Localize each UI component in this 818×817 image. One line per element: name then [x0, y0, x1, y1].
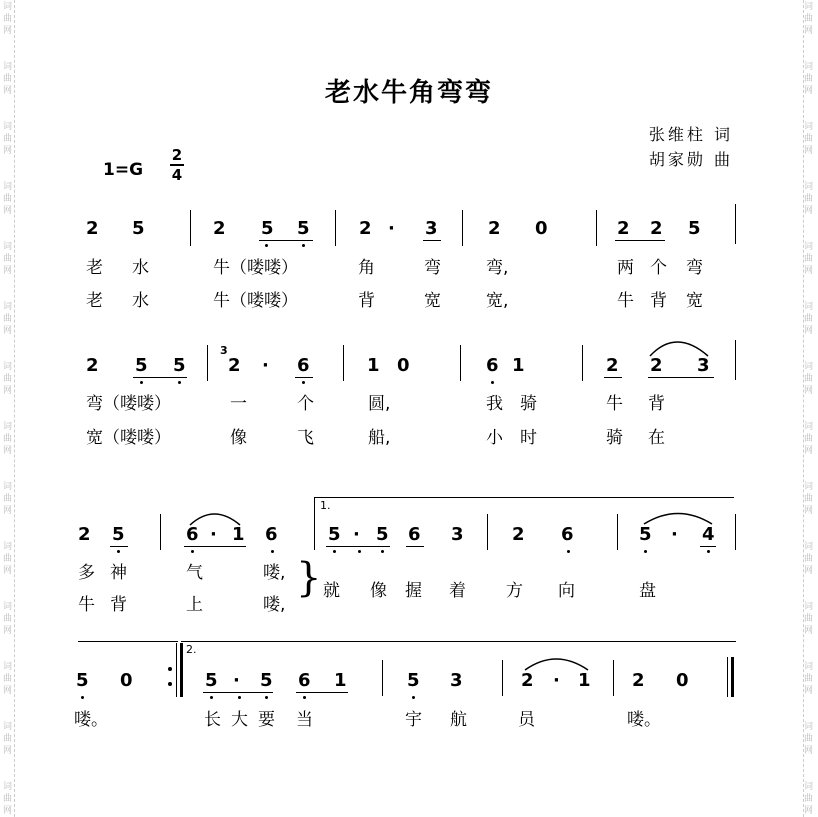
lyric: 宽（喽喽）	[86, 428, 171, 448]
note: 2	[606, 355, 619, 376]
lyric: 两	[617, 258, 634, 278]
lyric: 一	[230, 394, 247, 414]
lyric: 牛（喽喽）	[213, 291, 298, 311]
watermark-char: 词	[804, 182, 814, 192]
lyric: 多	[78, 563, 95, 583]
key-signature: 1=G	[103, 160, 144, 180]
watermark-char: 网	[804, 326, 814, 336]
note: 0	[676, 670, 689, 691]
note: 6	[297, 355, 310, 376]
note: 5	[639, 524, 652, 545]
lyric-brace: }	[296, 555, 322, 601]
lyric: 老	[86, 258, 103, 278]
watermark-char: 词	[3, 542, 13, 552]
note: ·	[671, 524, 678, 545]
watermark-char: 网	[804, 146, 814, 156]
watermark-char: 曲	[3, 194, 13, 204]
lyric: 角	[358, 258, 375, 278]
note: 0	[120, 670, 133, 691]
note: 0	[535, 218, 548, 239]
lyricist-credit: 张维柱 词	[648, 125, 733, 144]
note: 5	[261, 218, 274, 239]
watermark-char: 词	[3, 662, 13, 672]
watermark-char: 网	[3, 26, 13, 36]
watermark-char: 词	[3, 242, 13, 252]
slur	[525, 659, 588, 670]
lyric: 个	[297, 394, 314, 414]
watermark-char: 曲	[804, 554, 814, 564]
lyric: 牛（喽喽）	[213, 258, 298, 278]
note: 2	[488, 218, 501, 239]
watermark-char: 词	[3, 302, 13, 312]
lyric: 长	[204, 710, 221, 730]
note: 1	[334, 670, 347, 691]
lyric: 宽,	[486, 291, 509, 311]
watermark-char: 词	[804, 602, 814, 612]
lyric: 弯	[424, 258, 441, 278]
lyric: 圆,	[368, 394, 391, 414]
watermark-char: 曲	[804, 614, 814, 624]
watermark-char: 词	[3, 482, 13, 492]
lyric: 背	[648, 394, 665, 414]
lyric: 着	[449, 581, 466, 601]
watermark-char: 网	[804, 26, 814, 36]
watermark-char: 曲	[3, 554, 13, 564]
note: 6	[298, 670, 311, 691]
lyric: 老	[86, 291, 103, 311]
lyric: 喽,	[263, 595, 286, 615]
lyric: 像	[230, 428, 247, 448]
watermark-char: 曲	[3, 674, 13, 684]
lyric: 喽。	[627, 710, 661, 730]
watermark-char: 网	[804, 206, 814, 216]
note: ·	[353, 524, 360, 545]
slur	[644, 514, 712, 525]
watermark-char: 曲	[3, 134, 13, 144]
note: 5	[407, 670, 420, 691]
watermark-char: 词	[804, 2, 814, 12]
watermark-char: 词	[804, 422, 814, 432]
watermark-char: 词	[3, 422, 13, 432]
note: 2	[359, 218, 372, 239]
lyric: 握	[405, 581, 422, 601]
lyric: 气	[186, 563, 203, 583]
note: 2	[521, 670, 534, 691]
watermark-char: 网	[804, 266, 814, 276]
lyric: 弯（喽喽）	[86, 394, 171, 414]
lyric: 弯	[686, 258, 703, 278]
lyric: 牛	[617, 291, 634, 311]
note: 2	[617, 218, 630, 239]
watermark-char: 网	[3, 626, 13, 636]
lyric: 要	[258, 710, 275, 730]
watermark-char: 曲	[3, 374, 13, 384]
lyric: 向	[558, 581, 575, 601]
lyric: 上	[186, 595, 203, 615]
note: 6	[186, 524, 199, 545]
note: 5	[376, 524, 389, 545]
note: 5	[132, 218, 145, 239]
watermark-char: 曲	[804, 314, 814, 324]
note: 5	[135, 355, 148, 376]
watermark-char: 网	[804, 566, 814, 576]
lyric: 盘	[639, 581, 656, 601]
note: 2	[86, 218, 99, 239]
note: 1	[578, 670, 591, 691]
watermark-char: 词	[3, 782, 13, 792]
watermark-char: 网	[3, 806, 13, 816]
watermark-char: 曲	[3, 794, 13, 804]
composer-credit: 胡家勋 曲	[648, 150, 733, 169]
note: 3	[425, 218, 438, 239]
watermark-char: 网	[3, 146, 13, 156]
lyric: 宽	[424, 291, 441, 311]
note: 3	[697, 355, 710, 376]
watermark-char: 网	[3, 686, 13, 696]
lyric: 我	[486, 394, 503, 414]
watermark-char: 词	[804, 62, 814, 72]
lyric: 牛	[606, 394, 623, 414]
note: 5	[260, 670, 273, 691]
lyric: 喽。	[74, 710, 108, 730]
note: ·	[388, 218, 395, 239]
lyric: 背	[358, 291, 375, 311]
watermark-char: 曲	[804, 734, 814, 744]
watermark-char: 网	[3, 206, 13, 216]
lyric: 小	[486, 428, 503, 448]
lyric: 弯,	[486, 258, 509, 278]
watermark-char: 词	[3, 722, 13, 732]
watermark-char: 网	[3, 86, 13, 96]
slur	[650, 342, 708, 356]
note: 5	[328, 524, 341, 545]
watermark-char: 曲	[804, 194, 814, 204]
lyric: 水	[132, 291, 149, 311]
watermark-char: 网	[3, 746, 13, 756]
watermark-char: 词	[804, 122, 814, 132]
watermark-char: 词	[804, 782, 814, 792]
watermark-char: 网	[3, 566, 13, 576]
watermark-char: 词	[3, 602, 13, 612]
watermark-char: 网	[804, 686, 814, 696]
lyric: 个	[650, 258, 667, 278]
lyric: 神	[110, 563, 127, 583]
note: ·	[210, 524, 217, 545]
watermark-char: 曲	[3, 314, 13, 324]
note: 4	[702, 524, 715, 545]
note: 6	[486, 355, 499, 376]
grace-note: 3	[220, 344, 228, 357]
watermark-char: 网	[804, 806, 814, 816]
lyric: 船,	[368, 428, 391, 448]
watermark-char: 词	[804, 242, 814, 252]
watermark-char: 词	[804, 722, 814, 732]
note: 2	[213, 218, 226, 239]
lyric: 方	[506, 581, 523, 601]
watermark-char: 曲	[3, 14, 13, 24]
watermark-char: 曲	[804, 254, 814, 264]
watermark-char: 曲	[804, 674, 814, 684]
lyric: 大	[231, 710, 248, 730]
watermark-char: 曲	[804, 14, 814, 24]
watermark-char: 网	[3, 266, 13, 276]
watermark-char: 网	[3, 446, 13, 456]
note: 3	[450, 670, 463, 691]
watermark-char: 曲	[3, 614, 13, 624]
note: 0	[397, 355, 410, 376]
watermark-char: 词	[804, 542, 814, 552]
watermark-char: 网	[804, 506, 814, 516]
note: 5	[688, 218, 701, 239]
watermark-char: 曲	[804, 494, 814, 504]
watermark-char: 词	[804, 302, 814, 312]
lyric: 宽	[686, 291, 703, 311]
watermark-char: 词	[3, 182, 13, 192]
watermark-char: 曲	[3, 254, 13, 264]
watermark-char: 词	[3, 2, 13, 12]
lyric: 就	[323, 581, 340, 601]
time-signature-bottom: 4	[171, 166, 183, 184]
watermark-char: 曲	[804, 374, 814, 384]
watermark-char: 曲	[804, 434, 814, 444]
lyric: 当	[296, 710, 313, 730]
watermark-char: 网	[804, 446, 814, 456]
note: 2	[632, 670, 645, 691]
note: 2	[650, 355, 663, 376]
note: 5	[205, 670, 218, 691]
watermark-char: 曲	[804, 134, 814, 144]
note: ·	[553, 670, 560, 691]
watermark-char: 网	[804, 86, 814, 96]
note: 2	[228, 355, 241, 376]
note: 1	[367, 355, 380, 376]
watermark-char: 曲	[804, 74, 814, 84]
watermark-char: 曲	[804, 794, 814, 804]
watermark-char: 网	[3, 506, 13, 516]
note: 6	[265, 524, 278, 545]
lyric: 骑	[520, 394, 537, 414]
lyric: 背	[650, 291, 667, 311]
lyric: 航	[450, 710, 467, 730]
note: ·	[233, 670, 240, 691]
note: 6	[408, 524, 421, 545]
note: 3	[451, 524, 464, 545]
watermark-char: 曲	[3, 494, 13, 504]
note: 5	[173, 355, 186, 376]
slur	[190, 514, 240, 525]
watermark-char: 词	[3, 62, 13, 72]
note: 5	[297, 218, 310, 239]
note: 2	[86, 355, 99, 376]
watermark-char: 网	[804, 626, 814, 636]
note: 1	[512, 355, 525, 376]
time-signature-top: 2	[171, 146, 183, 164]
watermark-char: 网	[3, 326, 13, 336]
watermark-char: 网	[804, 386, 814, 396]
watermark-char: 网	[804, 746, 814, 756]
note: 5	[76, 670, 89, 691]
lyric: 时	[520, 428, 537, 448]
note: 5	[112, 524, 125, 545]
watermark-char: 词	[3, 362, 13, 372]
watermark-char: 网	[3, 386, 13, 396]
note: 2	[512, 524, 525, 545]
lyric: 骑	[606, 428, 623, 448]
watermark-char: 词	[804, 662, 814, 672]
note: 6	[561, 524, 574, 545]
note: 2	[650, 218, 663, 239]
volta-1-label: 1.	[320, 499, 331, 512]
note: 2	[78, 524, 91, 545]
lyric: 喽,	[263, 563, 286, 583]
lyric: 牛	[78, 595, 95, 615]
lyric: 飞	[297, 428, 314, 448]
lyric: 像	[370, 581, 387, 601]
lyric: 宇	[405, 710, 422, 730]
lyric: 背	[110, 595, 127, 615]
watermark-char: 词	[3, 122, 13, 132]
song-title: 老水牛角弯弯	[324, 78, 493, 108]
watermark-char: 曲	[3, 734, 13, 744]
lyric: 员	[518, 710, 535, 730]
lyric: 水	[132, 258, 149, 278]
volta-2-label: 2.	[186, 643, 197, 656]
lyric: 在	[648, 428, 665, 448]
watermark-char: 曲	[3, 434, 13, 444]
watermark-char: 词	[804, 482, 814, 492]
note: ·	[262, 355, 269, 376]
watermark-char: 曲	[3, 74, 13, 84]
note: 1	[232, 524, 245, 545]
watermark-char: 词	[804, 362, 814, 372]
